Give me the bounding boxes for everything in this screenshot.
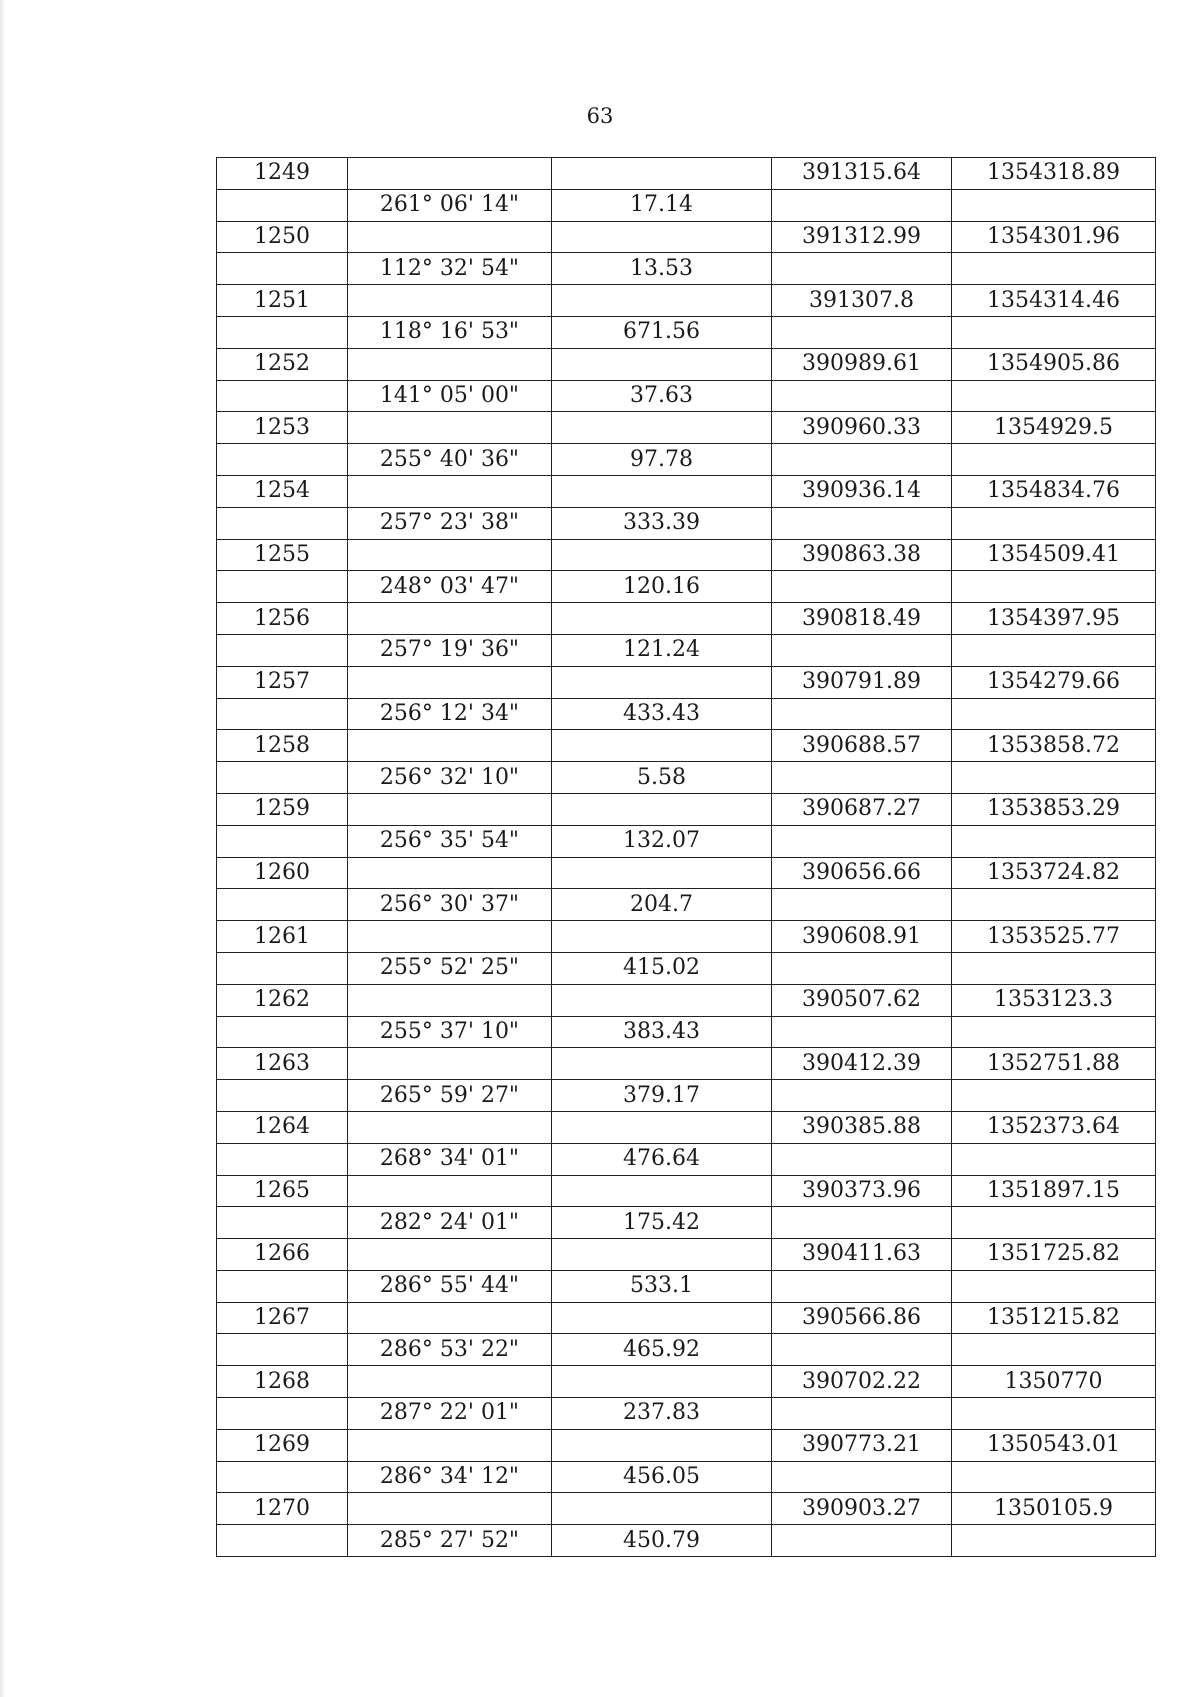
northing-cell: 1352751.88 (952, 1048, 1156, 1080)
point-row (217, 285, 1156, 317)
northing-cell: 1351897.15 (952, 1175, 1156, 1207)
empty-cell (348, 1239, 552, 1271)
distance-cell: 37.63 (552, 380, 772, 412)
page-number: 63 (586, 104, 614, 128)
bearing-cell: 286° 53' 22" (348, 1334, 552, 1366)
distance-cell: 415.02 (552, 952, 772, 984)
bearing-cell: 112° 32' 54" (348, 253, 552, 285)
distance-cell: 383.43 (552, 1016, 772, 1048)
easting-cell: 391307.8 (772, 285, 952, 317)
traverse-row (217, 571, 1156, 603)
empty-cell (217, 316, 348, 348)
empty-cell (217, 1398, 348, 1430)
empty-cell (952, 634, 1156, 666)
point-number-cell: 1249 (217, 158, 348, 190)
empty-cell (952, 698, 1156, 730)
empty-cell (552, 285, 772, 317)
empty-cell (217, 444, 348, 476)
empty-cell (552, 1048, 772, 1080)
bearing-cell: 286° 55' 44" (348, 1270, 552, 1302)
traverse-row (217, 698, 1156, 730)
bearing-cell: 256° 12' 34" (348, 698, 552, 730)
empty-cell (348, 984, 552, 1016)
point-number-cell: 1266 (217, 1239, 348, 1271)
empty-cell (772, 1334, 952, 1366)
empty-cell (952, 1461, 1156, 1493)
northing-cell: 1354318.89 (952, 158, 1156, 190)
empty-cell (952, 1016, 1156, 1048)
distance-cell: 476.64 (552, 1143, 772, 1175)
point-row (217, 603, 1156, 635)
empty-cell (217, 189, 348, 221)
distance-cell: 5.58 (552, 762, 772, 794)
empty-cell (952, 1270, 1156, 1302)
northing-cell: 1354279.66 (952, 666, 1156, 698)
empty-cell (348, 857, 552, 889)
bearing-cell: 255° 40' 36" (348, 444, 552, 476)
empty-cell (348, 412, 552, 444)
easting-cell: 390608.91 (772, 921, 952, 953)
empty-cell (348, 1048, 552, 1080)
survey-coordinates-table (216, 157, 1156, 1557)
empty-cell (217, 1270, 348, 1302)
point-number-cell: 1261 (217, 921, 348, 953)
easting-cell: 390818.49 (772, 603, 952, 635)
empty-cell (772, 634, 952, 666)
empty-cell (552, 666, 772, 698)
bearing-cell: 257° 23' 38" (348, 507, 552, 539)
empty-cell (772, 316, 952, 348)
distance-cell: 671.56 (552, 316, 772, 348)
easting-cell: 390687.27 (772, 793, 952, 825)
bearing-cell: 141° 05' 00" (348, 380, 552, 412)
point-number-cell: 1265 (217, 1175, 348, 1207)
empty-cell (552, 921, 772, 953)
easting-cell: 390656.66 (772, 857, 952, 889)
point-row (217, 921, 1156, 953)
empty-cell (552, 412, 772, 444)
northing-cell: 1354905.86 (952, 348, 1156, 380)
point-number-cell: 1264 (217, 1111, 348, 1143)
easting-cell: 390791.89 (772, 666, 952, 698)
empty-cell (552, 1175, 772, 1207)
traverse-row (217, 1143, 1156, 1175)
empty-cell (217, 380, 348, 412)
bearing-cell: 255° 37' 10" (348, 1016, 552, 1048)
traverse-row (217, 444, 1156, 476)
empty-cell (348, 1175, 552, 1207)
bearing-cell: 255° 52' 25" (348, 952, 552, 984)
scan-edge-artifact (0, 0, 6, 1697)
easting-cell: 390411.63 (772, 1239, 952, 1271)
empty-cell (348, 666, 552, 698)
point-row (217, 1302, 1156, 1334)
empty-cell (552, 158, 772, 190)
distance-cell: 175.42 (552, 1207, 772, 1239)
bearing-cell: 248° 03' 47" (348, 571, 552, 603)
empty-cell (952, 1080, 1156, 1112)
northing-cell: 1351725.82 (952, 1239, 1156, 1271)
empty-cell (348, 793, 552, 825)
point-row (217, 158, 1156, 190)
distance-cell: 132.07 (552, 825, 772, 857)
northing-cell: 1353123.3 (952, 984, 1156, 1016)
point-number-cell: 1258 (217, 730, 348, 762)
bearing-cell: 261° 06' 14" (348, 189, 552, 221)
point-row (217, 412, 1156, 444)
empty-cell (772, 698, 952, 730)
distance-cell: 433.43 (552, 698, 772, 730)
empty-cell (952, 1334, 1156, 1366)
point-row (217, 1366, 1156, 1398)
point-row (217, 539, 1156, 571)
empty-cell (348, 348, 552, 380)
distance-cell: 465.92 (552, 1334, 772, 1366)
empty-cell (952, 762, 1156, 794)
traverse-row (217, 507, 1156, 539)
empty-cell (217, 825, 348, 857)
point-number-cell: 1256 (217, 603, 348, 635)
point-row (217, 1239, 1156, 1271)
traverse-row (217, 189, 1156, 221)
easting-cell: 391315.64 (772, 158, 952, 190)
point-row (217, 730, 1156, 762)
traverse-row (217, 634, 1156, 666)
point-row (217, 666, 1156, 698)
bearing-cell: 257° 19' 36" (348, 634, 552, 666)
point-number-cell: 1268 (217, 1366, 348, 1398)
point-row (217, 1429, 1156, 1461)
empty-cell (217, 889, 348, 921)
distance-cell: 13.53 (552, 253, 772, 285)
empty-cell (772, 1270, 952, 1302)
easting-cell: 390863.38 (772, 539, 952, 571)
empty-cell (217, 762, 348, 794)
point-row (217, 1048, 1156, 1080)
traverse-row (217, 1207, 1156, 1239)
empty-cell (952, 889, 1156, 921)
traverse-row (217, 1398, 1156, 1430)
distance-cell: 17.14 (552, 189, 772, 221)
point-row (217, 475, 1156, 507)
empty-cell (772, 825, 952, 857)
empty-cell (772, 952, 952, 984)
empty-cell (348, 730, 552, 762)
point-number-cell: 1270 (217, 1493, 348, 1525)
empty-cell (217, 571, 348, 603)
northing-cell: 1354509.41 (952, 539, 1156, 571)
point-row (217, 857, 1156, 889)
point-number-cell: 1251 (217, 285, 348, 317)
empty-cell (217, 1016, 348, 1048)
empty-cell (217, 698, 348, 730)
empty-cell (952, 1525, 1156, 1557)
empty-cell (952, 444, 1156, 476)
point-number-cell: 1263 (217, 1048, 348, 1080)
empty-cell (552, 603, 772, 635)
empty-cell (552, 539, 772, 571)
empty-cell (772, 1525, 952, 1557)
bearing-cell: 268° 34' 01" (348, 1143, 552, 1175)
empty-cell (217, 1334, 348, 1366)
empty-cell (952, 1398, 1156, 1430)
point-number-cell: 1260 (217, 857, 348, 889)
table-body (217, 158, 1156, 1557)
bearing-cell: 256° 30' 37" (348, 889, 552, 921)
distance-cell: 121.24 (552, 634, 772, 666)
point-number-cell: 1253 (217, 412, 348, 444)
northing-cell: 1353853.29 (952, 793, 1156, 825)
northing-cell: 1354929.5 (952, 412, 1156, 444)
empty-cell (552, 221, 772, 253)
point-number-cell: 1259 (217, 793, 348, 825)
point-row (217, 984, 1156, 1016)
empty-cell (552, 1239, 772, 1271)
easting-cell: 390385.88 (772, 1111, 952, 1143)
point-number-cell: 1257 (217, 666, 348, 698)
empty-cell (348, 539, 552, 571)
empty-cell (348, 921, 552, 953)
traverse-row (217, 1525, 1156, 1557)
traverse-row (217, 889, 1156, 921)
empty-cell (348, 1302, 552, 1334)
empty-cell (772, 253, 952, 285)
empty-cell (772, 762, 952, 794)
point-row (217, 1493, 1156, 1525)
empty-cell (348, 1366, 552, 1398)
distance-cell: 379.17 (552, 1080, 772, 1112)
point-number-cell: 1255 (217, 539, 348, 571)
northing-cell: 1350105.9 (952, 1493, 1156, 1525)
empty-cell (217, 1461, 348, 1493)
bearing-cell: 256° 35' 54" (348, 825, 552, 857)
point-row (217, 348, 1156, 380)
traverse-row (217, 825, 1156, 857)
empty-cell (348, 1429, 552, 1461)
empty-cell (348, 603, 552, 635)
empty-cell (348, 475, 552, 507)
northing-cell: 1354834.76 (952, 475, 1156, 507)
empty-cell (348, 1493, 552, 1525)
empty-cell (772, 1016, 952, 1048)
easting-cell: 391312.99 (772, 221, 952, 253)
empty-cell (552, 984, 772, 1016)
empty-cell (552, 1366, 772, 1398)
easting-cell: 390566.86 (772, 1302, 952, 1334)
empty-cell (952, 316, 1156, 348)
empty-cell (772, 1207, 952, 1239)
empty-cell (952, 1143, 1156, 1175)
empty-cell (952, 189, 1156, 221)
traverse-row (217, 380, 1156, 412)
empty-cell (217, 1143, 348, 1175)
empty-cell (348, 158, 552, 190)
northing-cell: 1353858.72 (952, 730, 1156, 762)
empty-cell (952, 571, 1156, 603)
empty-cell (552, 730, 772, 762)
easting-cell: 390373.96 (772, 1175, 952, 1207)
empty-cell (552, 1429, 772, 1461)
empty-cell (772, 507, 952, 539)
bearing-cell: 256° 32' 10" (348, 762, 552, 794)
empty-cell (217, 952, 348, 984)
empty-cell (772, 1080, 952, 1112)
distance-cell: 450.79 (552, 1525, 772, 1557)
empty-cell (348, 221, 552, 253)
empty-cell (552, 348, 772, 380)
empty-cell (772, 1143, 952, 1175)
empty-cell (552, 475, 772, 507)
bearing-cell: 282° 24' 01" (348, 1207, 552, 1239)
empty-cell (552, 1111, 772, 1143)
empty-cell (552, 1302, 772, 1334)
easting-cell: 390688.57 (772, 730, 952, 762)
traverse-row (217, 1080, 1156, 1112)
empty-cell (952, 825, 1156, 857)
northing-cell: 1354397.95 (952, 603, 1156, 635)
northing-cell: 1353525.77 (952, 921, 1156, 953)
bearing-cell: 285° 27' 52" (348, 1525, 552, 1557)
easting-cell: 390507.62 (772, 984, 952, 1016)
empty-cell (772, 380, 952, 412)
empty-cell (217, 507, 348, 539)
empty-cell (217, 634, 348, 666)
northing-cell: 1351215.82 (952, 1302, 1156, 1334)
traverse-row (217, 1461, 1156, 1493)
point-row (217, 1175, 1156, 1207)
empty-cell (772, 571, 952, 603)
empty-cell (772, 444, 952, 476)
distance-cell: 333.39 (552, 507, 772, 539)
bearing-cell: 287° 22' 01" (348, 1398, 552, 1430)
empty-cell (217, 253, 348, 285)
distance-cell: 533.1 (552, 1270, 772, 1302)
empty-cell (217, 1207, 348, 1239)
traverse-row (217, 952, 1156, 984)
empty-cell (772, 1398, 952, 1430)
traverse-row (217, 1334, 1156, 1366)
empty-cell (772, 1461, 952, 1493)
bearing-cell: 286° 34' 12" (348, 1461, 552, 1493)
traverse-row (217, 1270, 1156, 1302)
distance-cell: 97.78 (552, 444, 772, 476)
distance-cell: 237.83 (552, 1398, 772, 1430)
point-number-cell: 1254 (217, 475, 348, 507)
northing-cell: 1350543.01 (952, 1429, 1156, 1461)
easting-cell: 390903.27 (772, 1493, 952, 1525)
empty-cell (217, 1525, 348, 1557)
traverse-row (217, 1016, 1156, 1048)
empty-cell (952, 1207, 1156, 1239)
northing-cell: 1352373.64 (952, 1111, 1156, 1143)
traverse-row (217, 762, 1156, 794)
easting-cell: 390412.39 (772, 1048, 952, 1080)
northing-cell: 1354301.96 (952, 221, 1156, 253)
point-row (217, 793, 1156, 825)
empty-cell (217, 1080, 348, 1112)
point-number-cell: 1269 (217, 1429, 348, 1461)
empty-cell (952, 952, 1156, 984)
traverse-row (217, 316, 1156, 348)
empty-cell (952, 507, 1156, 539)
empty-cell (552, 1493, 772, 1525)
bearing-cell: 265° 59' 27" (348, 1080, 552, 1112)
point-number-cell: 1250 (217, 221, 348, 253)
empty-cell (772, 889, 952, 921)
easting-cell: 390936.14 (772, 475, 952, 507)
northing-cell: 1350770 (952, 1366, 1156, 1398)
distance-cell: 204.7 (552, 889, 772, 921)
empty-cell (952, 253, 1156, 285)
empty-cell (772, 189, 952, 221)
northing-cell: 1354314.46 (952, 285, 1156, 317)
point-row (217, 221, 1156, 253)
point-row (217, 1111, 1156, 1143)
point-number-cell: 1252 (217, 348, 348, 380)
point-number-cell: 1267 (217, 1302, 348, 1334)
point-number-cell: 1262 (217, 984, 348, 1016)
empty-cell (348, 285, 552, 317)
empty-cell (552, 857, 772, 889)
easting-cell: 390773.21 (772, 1429, 952, 1461)
distance-cell: 456.05 (552, 1461, 772, 1493)
empty-cell (952, 380, 1156, 412)
empty-cell (552, 793, 772, 825)
easting-cell: 390960.33 (772, 412, 952, 444)
empty-cell (348, 1111, 552, 1143)
northing-cell: 1353724.82 (952, 857, 1156, 889)
bearing-cell: 118° 16' 53" (348, 316, 552, 348)
traverse-row (217, 253, 1156, 285)
easting-cell: 390989.61 (772, 348, 952, 380)
distance-cell: 120.16 (552, 571, 772, 603)
easting-cell: 390702.22 (772, 1366, 952, 1398)
